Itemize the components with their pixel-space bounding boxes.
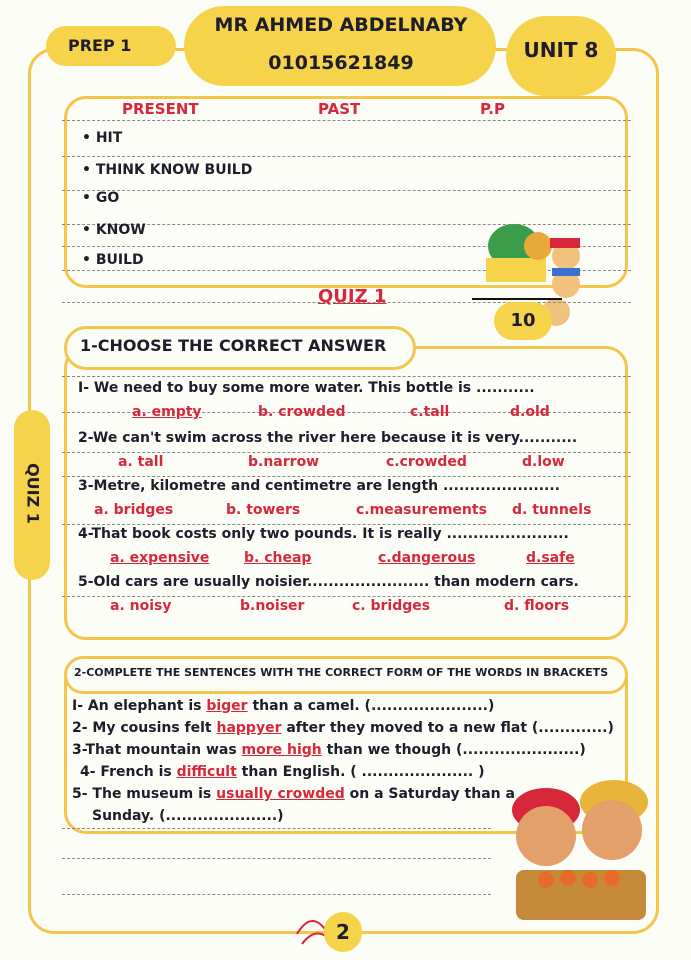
sentence: 3-That mountain was more high than we though (......................) [72, 742, 586, 758]
sentence-continuation: Sunday. (.....................) [92, 808, 284, 824]
option: b. cheap [244, 550, 312, 566]
option: a. bridges [94, 502, 174, 518]
quiz-title: QUIZ 1 [318, 286, 387, 307]
rule [62, 596, 631, 597]
rule [62, 524, 631, 525]
option: b.narrow [248, 454, 320, 470]
rule [62, 156, 631, 157]
section1-title: 1-CHOOSE THE CORRECT ANSWER [80, 336, 387, 355]
verb-item: • HIT [82, 130, 123, 146]
question-text: I- We need to buy some more water. This bottle is ........... [78, 380, 535, 396]
rule [62, 190, 631, 191]
question-text: 3-Metre, kilometre and centimetre are length ...................... [78, 478, 560, 494]
sentence: 4- French is difficult than English. ( ..................... ) [80, 764, 485, 780]
page-number: 2 [336, 920, 350, 944]
answer: usually crowded [216, 786, 345, 802]
answer: happyer [216, 720, 282, 736]
option: a. noisy [110, 598, 172, 614]
option: d.old [510, 404, 550, 420]
option: c.dangerous [378, 550, 476, 566]
rule [62, 120, 631, 121]
col-past: PAST [318, 100, 361, 118]
option: b.noiser [240, 598, 305, 614]
option: c.crowded [386, 454, 467, 470]
option: a. empty [132, 404, 202, 420]
rule [62, 476, 631, 477]
rule [62, 894, 491, 895]
sentence: 5- The museum is usually crowded on a Saturday than a [72, 786, 515, 802]
sentence: I- An elephant is biger than a camel. (......................) [72, 698, 495, 714]
option: c. bridges [352, 598, 431, 614]
option: a. tall [118, 454, 164, 470]
rule [62, 376, 631, 377]
option: d.safe [526, 550, 575, 566]
verb-item: • BUILD [82, 252, 144, 268]
prep-label: PREP 1 [68, 36, 132, 55]
col-pp: P.P [480, 100, 505, 118]
question-text: 4-That book costs only two pounds. It is really ....................... [78, 526, 569, 542]
score-line [472, 298, 562, 300]
option: d. tunnels [512, 502, 592, 518]
score-value: 10 [510, 310, 536, 331]
option: b. towers [226, 502, 301, 518]
option: d.low [522, 454, 565, 470]
col-present: PRESENT [122, 100, 199, 118]
answer: difficult [176, 764, 237, 780]
verb-item: • THINK KNOW BUILD [82, 162, 253, 178]
verb-item: • KNOW [82, 222, 146, 238]
verb-item: • GO [82, 190, 120, 206]
unit-label: UNIT 8 [523, 38, 599, 62]
teacher-phone: 01015621849 [268, 52, 414, 74]
question-text: 5-Old cars are usually noisier....................... than modern cars. [78, 574, 579, 590]
rule [62, 858, 491, 859]
sentence: 2- My cousins felt happyer after they moved to a new flat (.............) [72, 720, 614, 736]
option: b. crowded [258, 404, 346, 420]
answer: biger [206, 698, 248, 714]
rule [62, 828, 491, 829]
question-text: 2-We can't swim across the river here because it is very........... [78, 430, 578, 446]
option: d. floors [504, 598, 570, 614]
rule [62, 452, 631, 453]
option: c.tall [410, 404, 450, 420]
side-quiz-label: QUIZ 1 [23, 463, 43, 524]
option: a. expensive [110, 550, 210, 566]
section2-title: 2-COMPLETE THE SENTENCES WITH THE CORRECT FORM OF THE WORDS IN BRACKETS [74, 666, 609, 679]
teacher-name: MR AHMED ABDELNABY [214, 14, 468, 36]
answer: more high [241, 742, 322, 758]
characters-illustration [486, 770, 666, 930]
option: c.measurements [356, 502, 487, 518]
